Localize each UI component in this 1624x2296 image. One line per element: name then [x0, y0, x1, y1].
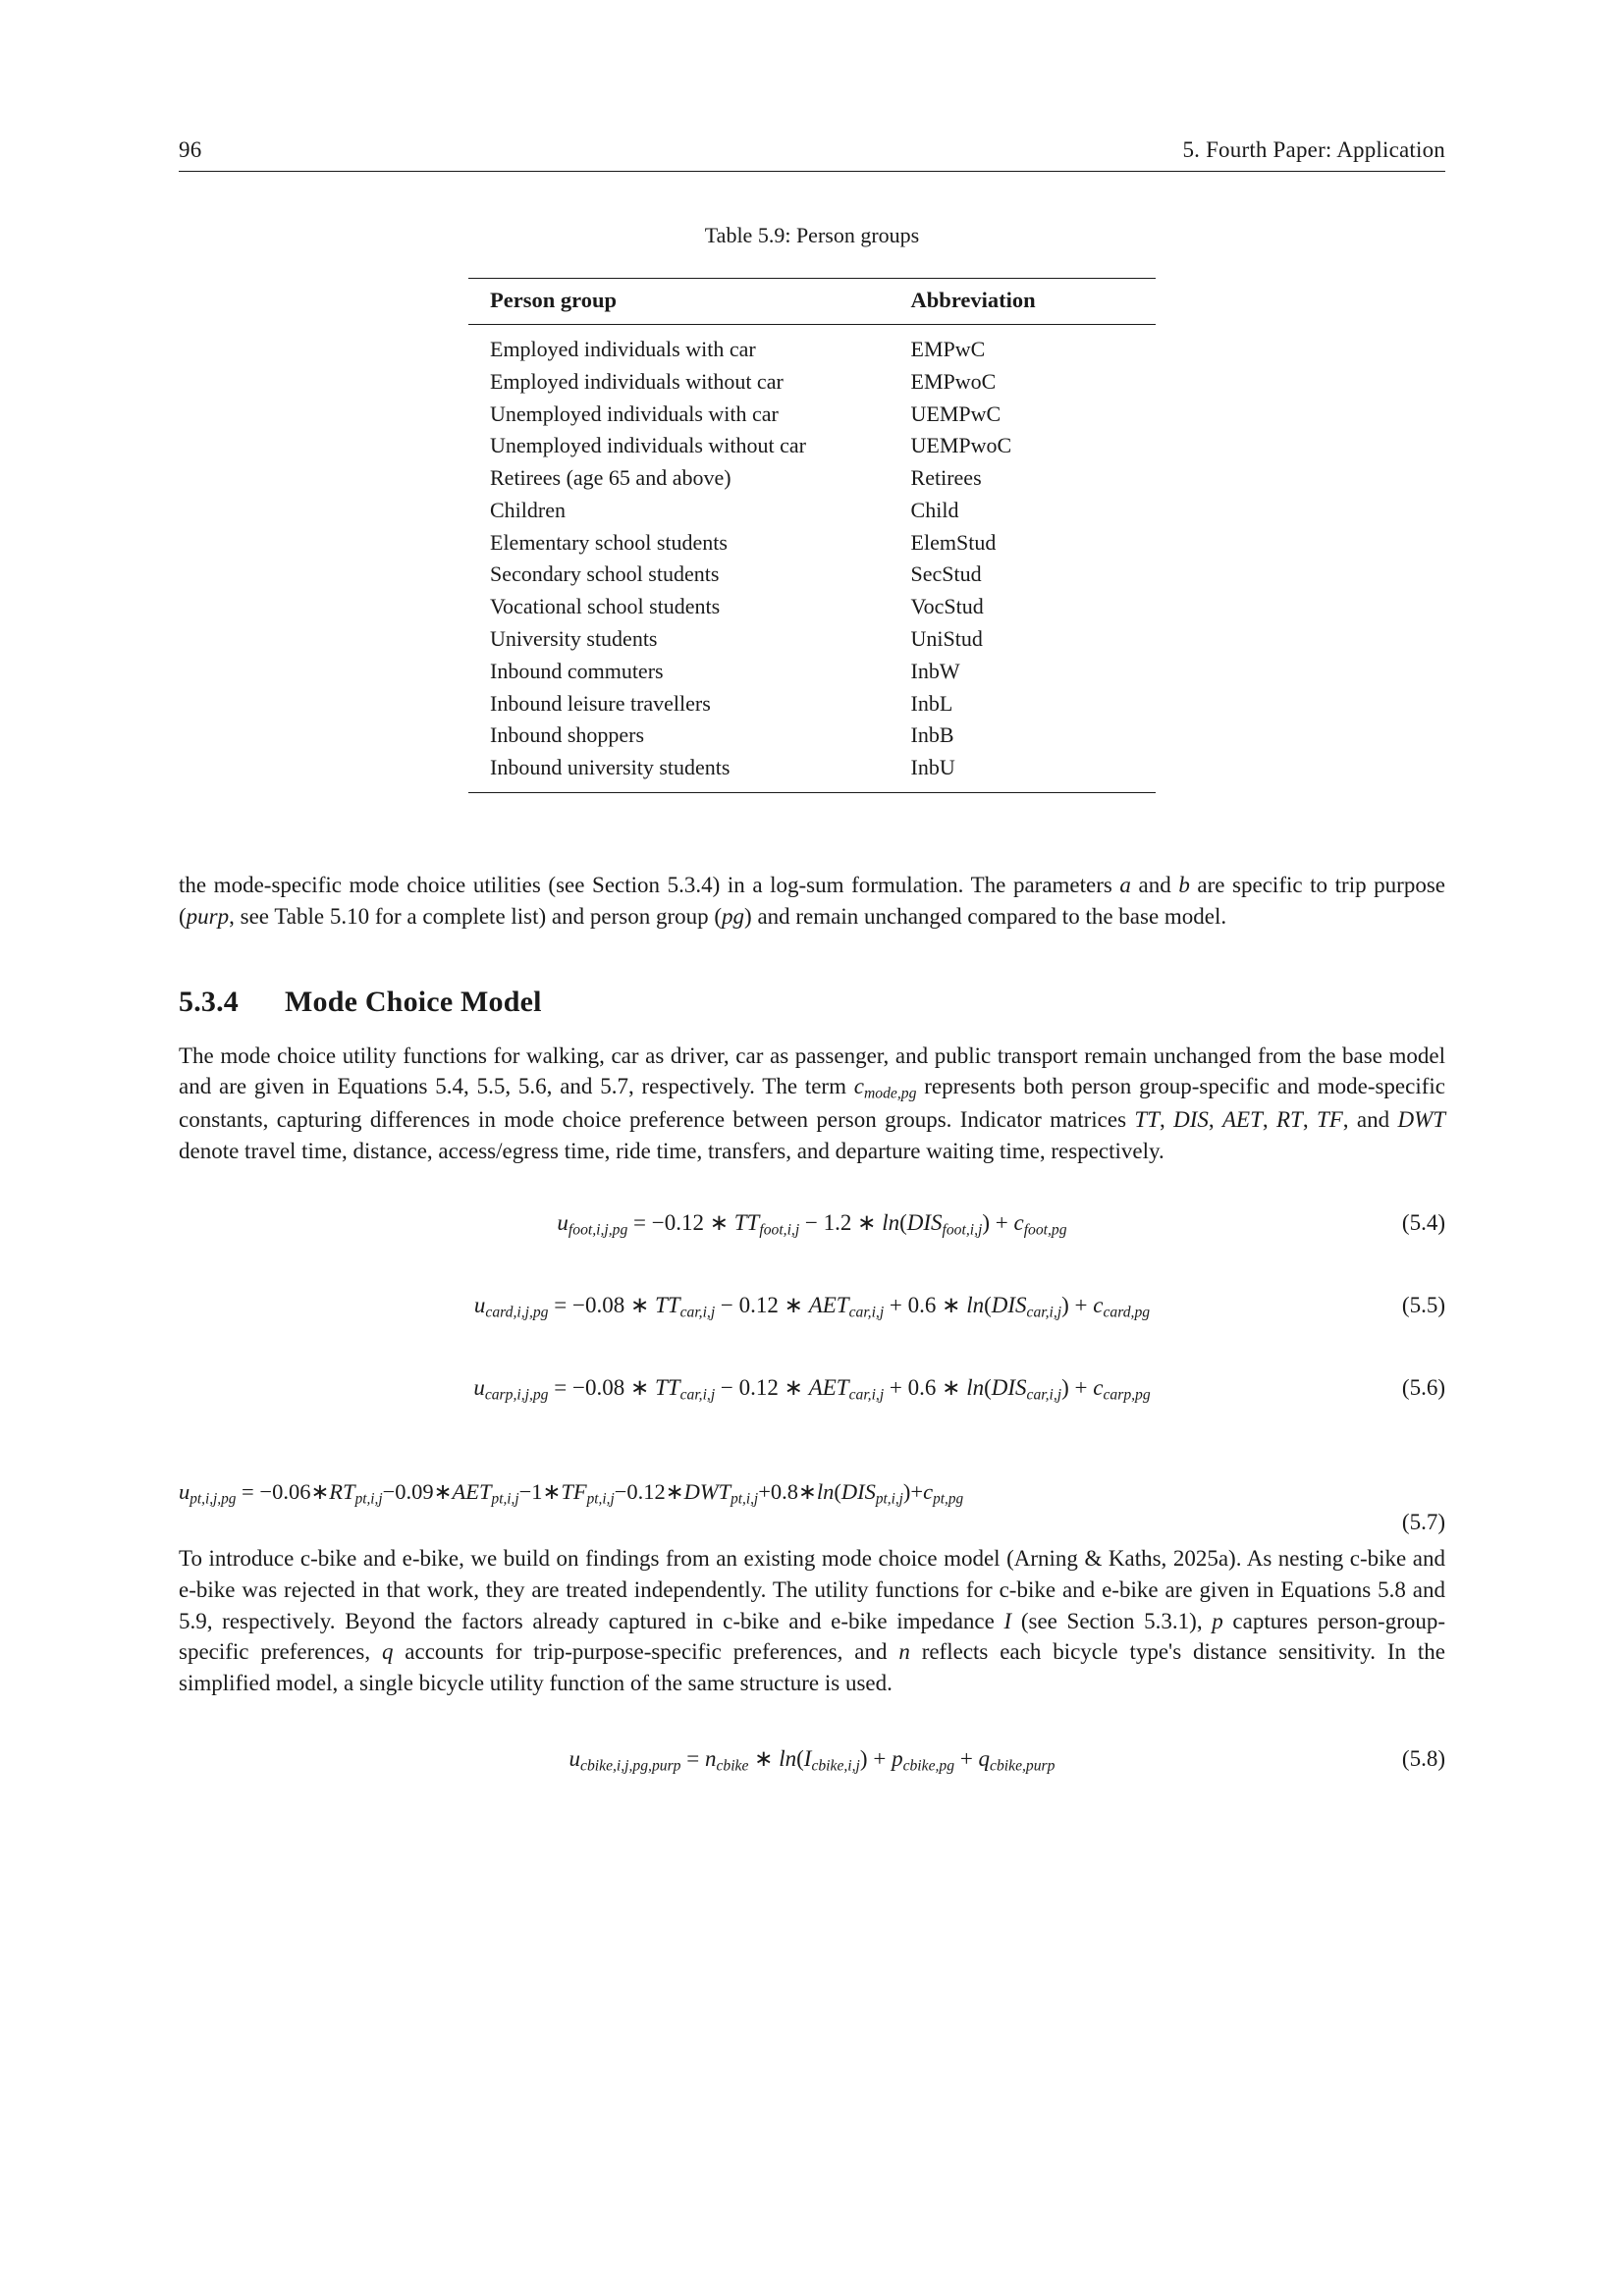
table-body	[468, 325, 1156, 793]
cell-person-group: Unemployed individuals with car	[490, 400, 779, 426]
table-row	[468, 720, 1156, 752]
equation-5-5-row	[179, 1293, 1445, 1326]
column-header-abbreviation: Abbreviation	[910, 288, 1036, 312]
cell-abbreviation: InbL	[910, 690, 953, 716]
equation-5-5-number: (5.5)	[1401, 1292, 1445, 1317]
equation-5-4: $u_{foot,i,j,pg} = -0.12$ ∗ $TT_{foot,i,j} - 1.2$ ∗ $\ln(DIS_{foot,i,j}) + c_{foot,pg}$	[557, 1209, 1067, 1239]
equation-5-8-number: (5.8)	[1401, 1745, 1445, 1771]
table-row	[468, 495, 1156, 527]
paragraph-cbike: To introduce c-bike and e-bike, we build on findings from an existing mode choice model (Arning & Kaths, 2025a). As nesting c-bike and e-bike was rejected in that work, they are treated independently. The utility functions for c-bike and e-bike are given in Equations 5.8 and 5.9, respectively. Beyond the factors already captured in c-bike and e-bike impedance I (see Section 5.3.1), p captures person-group-specific preferences, q accounts for trip-purpose-specific preferences, and n reflects each bicycle type's distance sensitivity. In the simplified model, a single bicycle utility function of the same structure is used.	[179, 1546, 1446, 1695]
equation-5-8: $u_{cbike,i,j,pg,purp} = n_{cbike}$ ∗ $\ln(I_{cbike,i,j}) + p_{cbike,pg} + q_{cbike,purp}$	[568, 1745, 1056, 1775]
cell-abbreviation: Retirees	[910, 465, 982, 491]
cell-person-group: Employed individuals without car	[490, 368, 784, 394]
cell-person-group: Unemployed individuals without car	[490, 433, 806, 458]
cell-abbreviation: VocStud	[910, 594, 984, 619]
equation-5-7-row	[179, 1479, 1445, 1535]
cell-person-group: Inbound university students	[490, 755, 731, 780]
page-number: 96	[179, 137, 202, 162]
cell-abbreviation: Child	[910, 497, 959, 522]
paragraph-intro: the mode-specific mode choice utilities (see Section 5.3.4) in a log-sum formulation. The parameters a and b are specific to trip purpose (purp, see Table 5.10 for a complete list) and person group (pg) and remain unchanged compared to the base model.	[179, 873, 1445, 929]
table-row	[468, 655, 1156, 687]
equation-5-5: $u_{card,i,j,pg} = -0.08$ ∗ $TT_{car,i,j} - 0.12$ ∗ $AET_{car,i,j} + 0.6$ ∗ $\ln(DIS_{car,i,j}) + c_{card,pg}$	[473, 1292, 1151, 1321]
equation-5-6: $u_{carp,i,j,pg} = -0.08$ ∗ $TT_{car,i,j} - 0.12$ ∗ $AET_{car,i,j} + 0.6$ ∗ $\ln(DIS_{car,i,j}) + c_{carp,pg}$	[473, 1374, 1151, 1404]
cell-abbreviation: ElemStud	[910, 529, 997, 555]
cell-abbreviation: UniStud	[910, 626, 983, 652]
equation-5-4-row	[179, 1210, 1445, 1244]
cell-person-group: University students	[490, 626, 658, 652]
table-row	[468, 325, 1156, 366]
table-row	[468, 526, 1156, 559]
cell-person-group: Inbound commuters	[490, 658, 664, 683]
cell-abbreviation: EMPwoC	[910, 368, 997, 394]
cell-abbreviation: UEMPwC	[910, 400, 1001, 426]
table-row	[468, 687, 1156, 720]
table-row	[468, 462, 1156, 495]
cell-abbreviation: UEMPwoC	[910, 433, 1012, 458]
paragraph-mode-choice: The mode choice utility functions for walking, car as driver, car as passenger, and public transport remain unchanged from the base model and are given in Equations 5.4, 5.5, 5.6, and 5.7, respectively. The term $c_{mode,pg}$ represents both person group-specific and mode-specific constants, capturing differences in mode choice preference between person groups. Indicator matrices TT, DIS, AET, RT, TF, and DWT denote travel time, distance, access/egress time, ride time, transfers, and departure waiting time, respectively.	[179, 1042, 1446, 1164]
equation-5-8-row	[179, 1746, 1445, 1780]
cell-person-group: Children	[490, 497, 566, 522]
table-head	[468, 279, 1156, 325]
equation-5-6-number: (5.6)	[1401, 1374, 1445, 1400]
table-caption: Table 5.9: Person groups	[704, 223, 920, 247]
cell-person-group: Inbound shoppers	[490, 722, 645, 748]
equation-5-6-row	[179, 1375, 1445, 1409]
cell-abbreviation: InbU	[910, 755, 955, 780]
column-header-person-group: Person group	[490, 288, 617, 312]
chapter-title: 5. Fourth Paper: Application	[1182, 137, 1445, 162]
table-row	[468, 398, 1156, 430]
table-row	[468, 430, 1156, 462]
cell-person-group: Retirees (age 65 and above)	[490, 465, 731, 491]
table-row	[468, 559, 1156, 591]
section-number: 5.3.4	[179, 985, 239, 1018]
equation-5-7: $u_{pt,i,j,pg}$ = $-0.06∗RT_{pt,i,j}-0.09∗AET_{pt,i,j}-1∗TF_{pt,i,j}-0.12∗DWT_{pt,i,j}+0.8∗\ln(DIS_{pt,i,j})+c_{pt,pg}$	[179, 1478, 964, 1508]
cell-abbreviation: InbB	[910, 722, 954, 748]
cell-abbreviation: InbW	[910, 658, 960, 683]
person-groups-table	[468, 278, 1156, 793]
cell-person-group: Secondary school students	[490, 561, 720, 587]
equation-5-4-number: (5.4)	[1401, 1209, 1445, 1235]
cell-person-group: Inbound leisure travellers	[490, 690, 711, 716]
equation-5-7-number: (5.7)	[1401, 1510, 1445, 1535]
running-head	[179, 137, 1445, 172]
section-heading	[179, 986, 1445, 1019]
table-row	[468, 752, 1156, 793]
table-row	[468, 623, 1156, 656]
cell-abbreviation: EMPwC	[910, 337, 986, 361]
cell-person-group: Vocational school students	[490, 594, 721, 619]
cell-abbreviation: SecStud	[910, 561, 982, 587]
section-title: Mode Choice Model	[285, 985, 542, 1018]
table-row	[468, 365, 1156, 398]
paragraph-intro-block	[179, 870, 1445, 932]
table-row	[468, 591, 1156, 623]
cell-person-group: Elementary school students	[490, 529, 728, 555]
table-header-row	[468, 279, 1156, 325]
page-content	[179, 137, 1445, 1780]
cell-person-group: Employed individuals with car	[490, 337, 756, 361]
